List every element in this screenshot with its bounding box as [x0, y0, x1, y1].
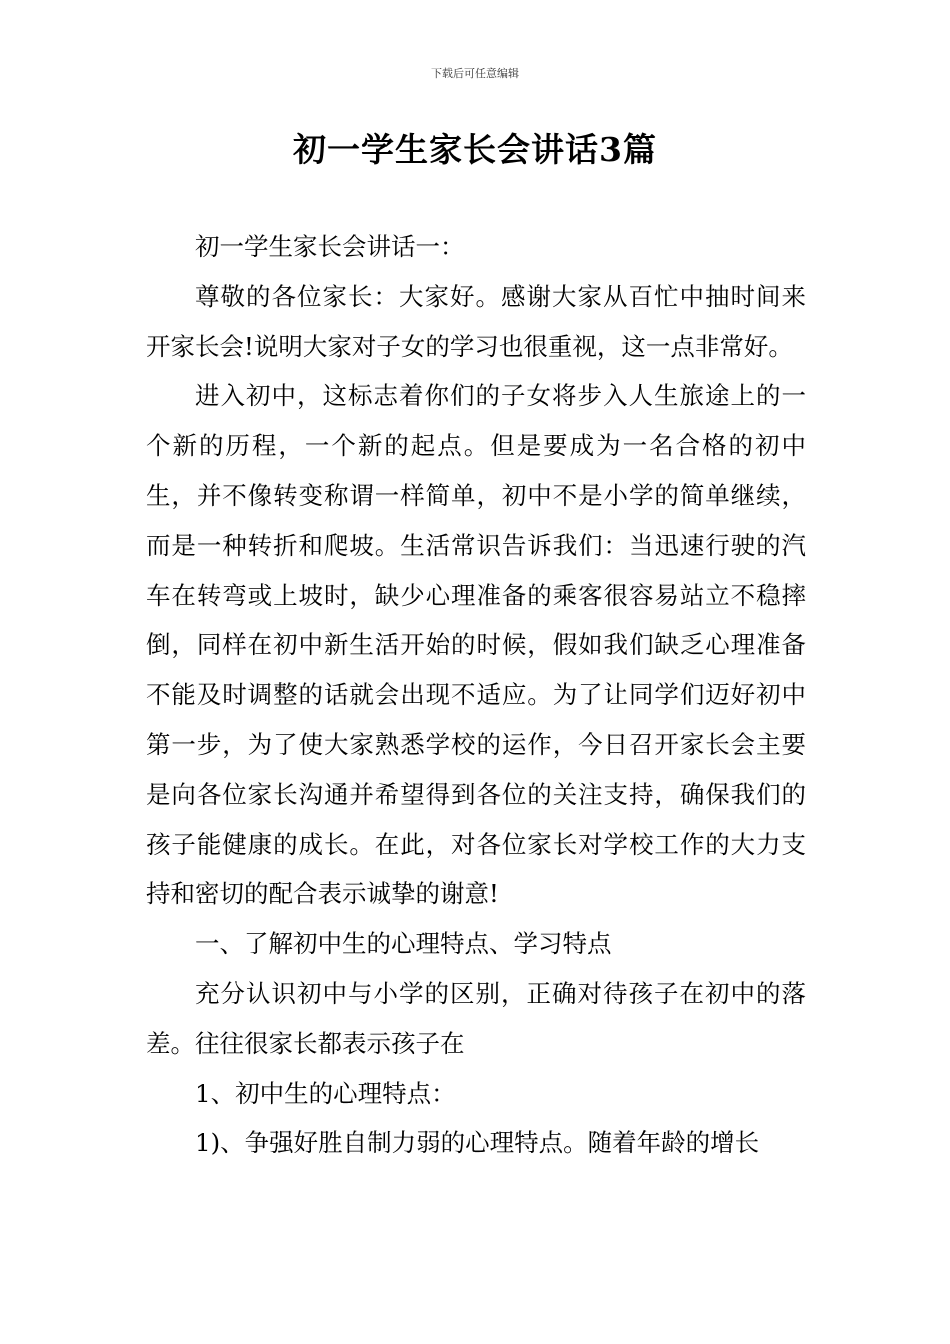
- paragraph-section-text: 充分认识初中与小学的区别，正确对待孩子在初中的落差。往往很家长都表示孩子在: [146, 978, 806, 1058]
- document-title: 初一学生家长会讲话3篇: [293, 130, 657, 169]
- subsection-heading: 1、初中生的心理特点：: [195, 1078, 456, 1108]
- paragraph-greeting: 尊敬的各位家长：大家好。感谢大家从百忙中抽时间来开家长会!说明大家对子女的学习也很重视，这一点非常好。: [146, 281, 806, 361]
- paragraph-intro: 进入初中，这标志着你们的子女将步入人生旅途上的一个新的历程，一个新的起点。但是要成为一名合格的初中生，并不像转变称谓一样简单，初中不是小学的简单继续，而是一种转折和爬坡。生活常识告诉我们：当迅速行驶的汽车在转弯或上坡时，缺少心理准备的乘客很容易站立不稳摔倒，同样在初中新生活开始的时候，假如我们缺乏心理准备不能及时调整的话就会出现不适应。为了让同学们迈好初中第一步，为了使大家熟悉学校的运作，今日召开家长会主要是向各位家长沟通并希望得到各位的关注支持，确保我们的孩子能健康的成长。在此，对各位家长对学校工作的大力支持和密切的配合表示诚挚的谢意!: [146, 381, 806, 909]
- header-note: 下载后可任意编辑: [431, 67, 519, 80]
- list-item: 1)、争强好胜自制力弱的心理特点。随着年龄的增长: [195, 1128, 760, 1158]
- section-heading: 一、了解初中生的心理特点、学习特点: [195, 929, 612, 959]
- document-body: [146, 222, 806, 1168]
- paragraph-subtitle: 初一学生家长会讲话一：: [195, 232, 465, 261]
